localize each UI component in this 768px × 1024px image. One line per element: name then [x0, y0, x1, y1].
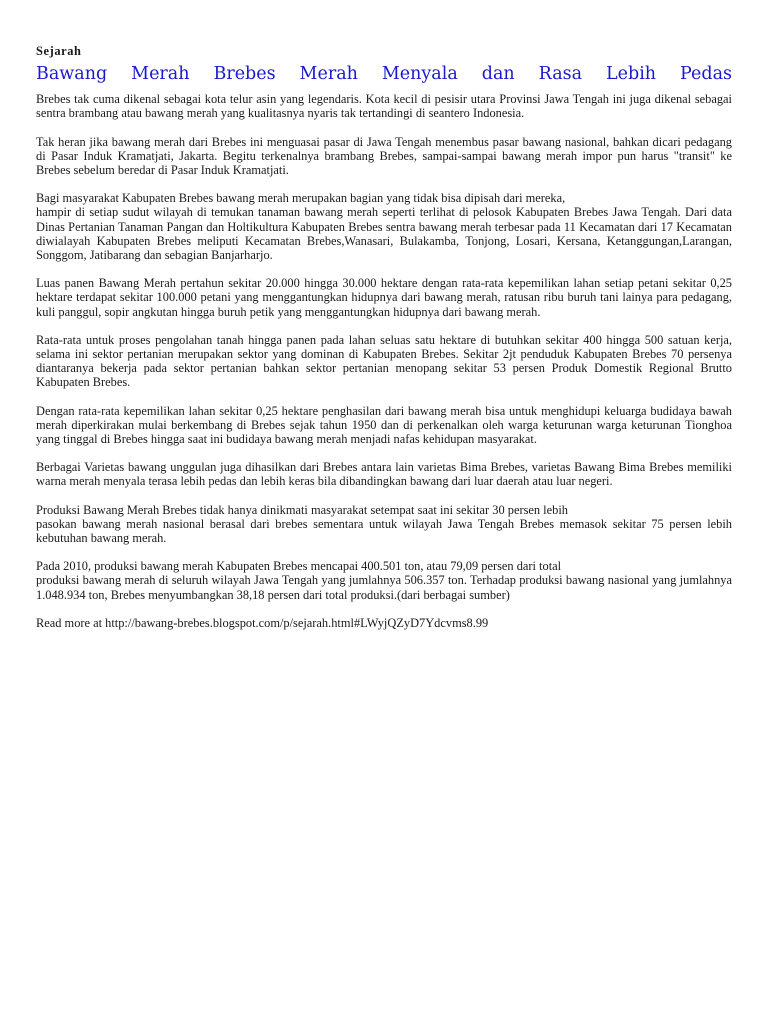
paragraph-9 [36, 559, 732, 602]
document-page [36, 44, 732, 630]
paragraph-2 [36, 135, 732, 178]
section-label: Sejarah [36, 44, 82, 58]
paragraph-5 [36, 333, 732, 390]
paragraph-text: pasokan bawang merah nasional berasal dari brebes sementara untuk wilayah Jawa Tengah Brebes memasok sekitar 75 persen lebih kebutuhan bawang merah. [36, 516, 732, 546]
paragraph-1 [36, 92, 732, 120]
paragraph-text: Luas panen Bawang Merah pertahun sekitar 20.000 hingga 30.000 hektare dengan rata-rata kepemilikan lahan setiap petani sekitar 0,25 hektare terdapat sekitar 100.000 petani yang menggantungkan hidupnya dari bawang merah, ratusan ribu buruh tani lainya para pedagang, kuli panggul, sopir angkutan hingga buruh petik yang menggantungkan hidupnya dari bawang merah. [36, 276, 732, 319]
paragraph-first-line: Produksi Bawang Merah Brebes tidak hanya dinikmati masyarakat setempat saat ini sekitar 30 persen lebih [36, 502, 568, 517]
paragraph-text: Tak heran jika bawang merah dari Brebes ini menguasai pasar di Jawa Tengah menembus pasar bawang nasional, bahkan dicari pedagang di Pasar Induk Kramatjati, Jakarta. Begitu terkenalnya brambang Brebes, sampai-sampai bawang merah impor pun harus "transit" ke Brebes sebelum beredar di Pasar Induk Kramatjati. [36, 134, 732, 178]
paragraph-6 [36, 404, 732, 447]
paragraph-7 [36, 460, 732, 488]
paragraph-3 [36, 191, 732, 262]
paragraph-4 [36, 276, 732, 319]
paragraph-8 [36, 503, 732, 546]
paragraph-text: hampir di setiap sudut wilayah di temukan tanaman bawang merah seperti terlihat di pelosok Kabupaten Brebes Jawa Tengah. Dari data Dinas Pertanian Tanaman Pangan dan Holtikultura Kabupaten Brebes sentra bawang merah terbesar pada 11 Kecamatan dari 17 Kecamatan diwialayah Kabupaten Brebes meliputi Kecamatan Brebes,Wanasari, Bulakamba, Tonjong, Losari, Kersana, Ketanggungan,Larangan, Songgom, Jatibarang dan sebagian Banjarharjo. [36, 205, 732, 263]
paragraph-text: Dengan rata-rata kepemilikan lahan sekitar 0,25 hektare penghasilan dari bawang merah bisa untuk menghidupi keluarga budidaya bawah merah diperkirakan mulai berkembang di Brebes sejak tahun 1950 dan di perkenalkan oleh warga keturunan warga keturunan Tionghoa yang tinggal di Brebes hingga saat ini budidaya bawang merah menjadi nafas kehidupan masyarakat. [36, 403, 732, 447]
article-title: Bawang Merah Brebes Merah Menyala dan Rasa Lebih Pedas [36, 64, 732, 85]
read-more-link[interactable]: Read more at http://bawang-brebes.blogspot.com/p/sejarah.html#LWyjQZyD7Ydcvms8.99 [36, 615, 489, 630]
paragraph-text: Rata-rata untuk proses pengolahan tanah hingga panen pada lahan seluas satu hektare di butuhkan sekitar 400 hingga 500 satuan kerja, selama ini sektor pertanian merupakan sektor yang dominan di Kabupaten Brebes. Sekitar 2jt penduduk Kabupaten Brebes 70 persenya diantaranya bekerja pada sektor pertanian bahkan sektor pertanian menopang sekitar 53 persen Produk Domestik Regional Brutto Kabupaten Brebes. [36, 332, 732, 390]
paragraph-first-line: Pada 2010, produksi bawang merah Kabupaten Brebes mencapai 400.501 ton, atau 79,09 persen dari total [36, 559, 562, 574]
paragraph-first-line: Bagi masyarakat Kabupaten Brebes bawang merah merupakan bagian yang tidak bisa dipisah dari mereka, [36, 191, 566, 206]
paragraph-text: Berbagai Varietas bawang unggulan juga dihasilkan dari Brebes antara lain varietas Bima Brebes, varietas Bawang Bima Brebes memiliki warna merah menyala terasa lebih pedas dan lebih keras bila dibandingkan bawang dari luar daerah atau luar negeri. [36, 460, 732, 489]
paragraph-text: Brebes tak cuma dikenal sebagai kota telur asin yang legendaris. Kota kecil di pesisir utara Provinsi Jawa Tengah ini juga dikenal sebagai sentra brambang atau bawang merah yang kualitasnya nyaris tak tertandingi di seantero Indonesia. [36, 92, 732, 121]
paragraph-text: produksi bawang merah di seluruh wilayah Jawa Tengah yang jumlahnya 506.357 ton. Terhadap produksi bawang nasional yang jumlahnya 1.048.934 ton, Brebes menyumbangkan 38,18 persen dari total produksi.(dari berbagai sumber) [36, 573, 732, 602]
